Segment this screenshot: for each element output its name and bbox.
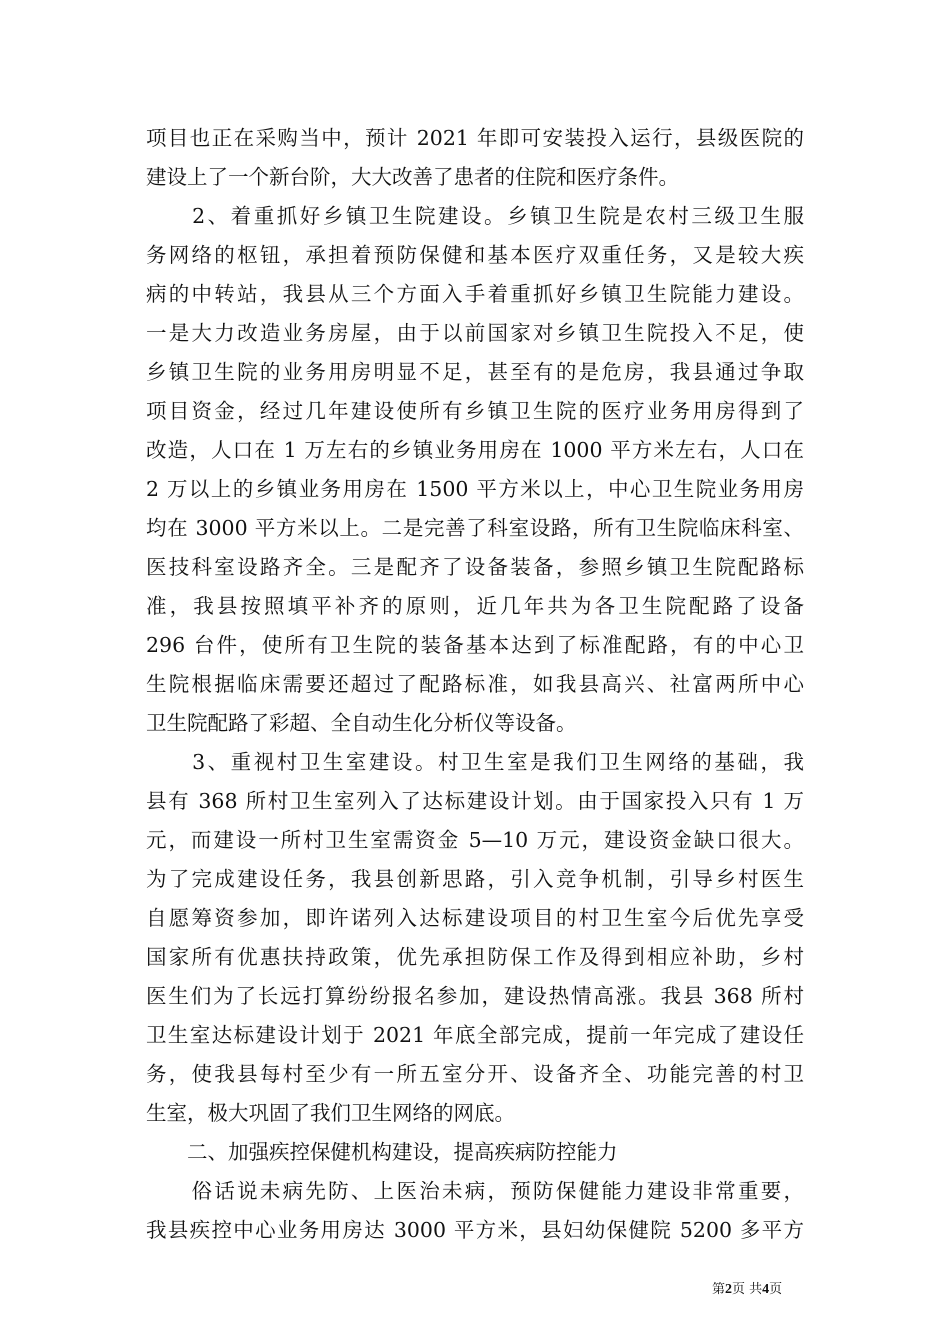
text-line: 我县疾控中心业务用房达 3000 平方米，县妇幼保健院 5200 多平方 [146,1218,804,1242]
text-line: 生室，极大巩固了我们卫生网络的网底。 [146,1101,515,1125]
footer-prefix: 第 [712,1282,726,1297]
text-line: 均在 3000 平方米以上。二是完善了科室设路，所有卫生院临床科室、 [146,516,804,540]
footer-suffix: 页 [769,1282,783,1297]
text-line: 务，使我县每村至少有一所五室分开、设备齐全、功能完善的村卫 [146,1062,804,1086]
text-line: 县有 368 所村卫生室列入了达标建设计划。由于国家投入只有 1 万 [146,789,804,813]
text-line: 俗话说未病先防、上医治未病，预防保健能力建设非常重要， [146,1179,804,1203]
text-line: 医生们为了长远打算纷纷报名参加，建设热情高涨。我县 368 所村 [146,984,804,1008]
text-line: 自愿筹资参加，即许诺列入达标建设项目的村卫生室今后优先享受 [146,906,804,930]
text-line: 2、着重抓好乡镇卫生院建设。乡镇卫生院是农村三级卫生服 [146,204,804,228]
body-text [146,119,804,1250]
text-line: 项目也正在采购当中，预计 2021 年即可安装投入运行，县级医院的 [146,126,804,150]
text-line: 卫生室达标建设计划于 2021 年底全部完成，提前一年完成了建设任 [146,1023,804,1047]
text-line: 建设上了一个新台阶，大大改善了患者的住院和医疗条件。 [146,165,679,189]
text-line: 296 台件，使所有卫生院的装备基本达到了标准配路，有的中心卫 [146,633,804,657]
text-line: 病的中转站，我县从三个方面入手着重抓好乡镇卫生院能力建设。 [146,282,804,306]
text-line: 准，我县按照填平补齐的原则，近几年共为各卫生院配路了设备 [146,594,804,618]
text-line: 为了完成建设任务，我县创新思路，引入竞争机制，引导乡村医生 [146,867,804,891]
total-page-number: 4 [762,1282,770,1297]
text-line: 元，而建设一所村卫生室需资金 5—10 万元，建设资金缺口很大。 [146,828,804,852]
text-line: 2 万以上的乡镇业务用房在 1500 平方米以上，中心卫生院业务用房 [146,477,804,501]
text-line: 乡镇卫生院的业务用房明显不足，甚至有的是危房，我县通过争取 [146,360,804,384]
text-line: 国家所有优惠扶持政策，优先承担防保工作及得到相应补助，乡村 [146,945,804,969]
text-line: 一是大力改造业务房屋，由于以前国家对乡镇卫生院投入不足，使 [146,321,804,345]
text-line: 二、加强疾控保健机构建设，提高疾病防控能力 [146,1140,618,1164]
footer-middle: 页 共 [732,1282,763,1297]
current-page-number: 2 [725,1282,733,1297]
text-line: 生院根据临床需要还超过了配路标准，如我县高兴、社富两所中心 [146,672,804,696]
text-line: 医技科室设路齐全。三是配齐了设备装备，参照乡镇卫生院配路标 [146,555,804,579]
text-line: 3、重视村卫生室建设。村卫生室是我们卫生网络的基础，我 [146,750,804,774]
page-footer [712,1281,782,1299]
text-line: 卫生院配路了彩超、全自动生化分析仪等设备。 [146,711,577,735]
text-line: 项目资金，经过几年建设使所有乡镇卫生院的医疗业务用房得到了 [146,399,804,423]
text-line: 务网络的枢钮，承担着预防保健和基本医疗双重任务，又是较大疾 [146,243,804,267]
text-line: 改造，人口在 1 万左右的乡镇业务用房在 1000 平方米左右，人口在 [146,438,804,462]
